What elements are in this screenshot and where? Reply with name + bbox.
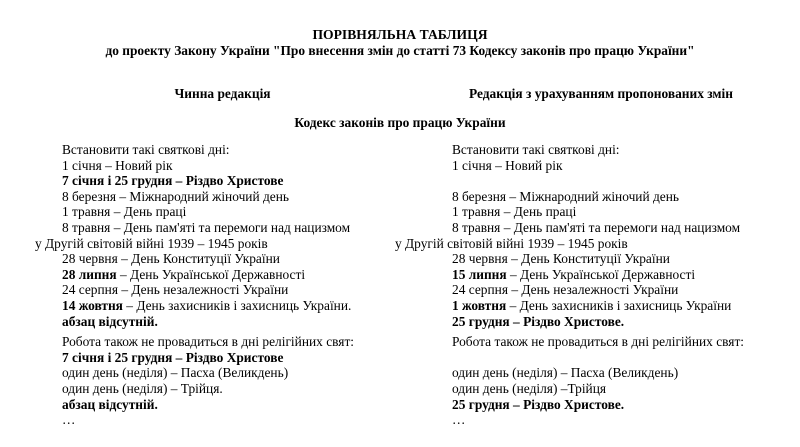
bold-text-segment: 7 січня і 25 грудня – Різдво Христове — [62, 349, 284, 365]
text-line — [35, 334, 360, 350]
text-line — [35, 350, 360, 366]
blank-line — [395, 350, 800, 366]
text-line — [35, 142, 360, 158]
text-line — [395, 236, 800, 252]
page-title: ПОРІВНЯЛЬНА ТАБЛИЦЯ — [312, 27, 488, 42]
text-segment: один день (неділя) – Пасха (Великдень) — [62, 365, 289, 381]
text-line — [395, 397, 800, 413]
column-header-current: Чинна редакція — [174, 86, 271, 101]
text-line — [395, 412, 800, 428]
column-proposed-lines — [360, 142, 800, 428]
page-subtitle: до проекту Закону України "Про внесення змін до статті 73 Кодексу законів про працю України" — [105, 43, 695, 58]
text-line — [395, 381, 800, 397]
text-segment: – День захисників і захисниць України. — [122, 297, 352, 313]
text-segment: Робота також не провадиться в дні релігійних свят: — [452, 334, 745, 350]
text-line — [35, 158, 360, 174]
text-segment: 1 травня – День праці — [452, 204, 577, 220]
text-segment: 8 березня – Міжнародний жіночий день — [62, 188, 290, 204]
text-line — [35, 381, 360, 397]
text-line — [35, 204, 360, 220]
bold-text-segment: абзац відсутній. — [62, 396, 158, 412]
bold-text-segment: 25 грудня – Різдво Христове. — [452, 396, 625, 412]
text-line — [395, 142, 800, 158]
text-line — [395, 298, 800, 314]
text-segment: … — [62, 412, 76, 428]
text-line — [395, 334, 800, 350]
text-line — [35, 314, 360, 330]
text-segment: – День Української Державності — [506, 266, 696, 282]
text-segment: у Другій світовій війні 1939 – 1945 років — [395, 235, 628, 251]
text-line — [395, 204, 800, 220]
text-segment: один день (неділя) –Трійця — [452, 380, 607, 396]
bold-text-segment: 15 липня — [452, 266, 507, 282]
text-segment: 28 червня – День Конституції України — [62, 251, 280, 267]
text-segment: 1 травня – День праці — [62, 204, 187, 220]
text-segment: 8 травня – День пам'яті та перемоги над нацизмом — [62, 219, 351, 235]
text-line — [35, 412, 360, 428]
bold-text-segment: абзац відсутній. — [62, 313, 158, 329]
column-headers-row — [0, 86, 800, 102]
text-line — [35, 220, 360, 236]
blank-line — [395, 173, 800, 189]
text-segment: 1 січня – Новий рік — [62, 157, 173, 173]
bold-text-segment: 1 жовтня — [452, 297, 507, 313]
text-line — [395, 158, 800, 174]
column-current-lines — [0, 142, 360, 428]
text-line — [395, 282, 800, 298]
text-line — [35, 282, 360, 298]
bold-text-segment: 28 липня — [62, 266, 117, 282]
text-line — [395, 220, 800, 236]
text-segment: – День захисників і захисниць України — [506, 297, 732, 313]
text-segment: один день (неділя) – Пасха (Великдень) — [452, 365, 679, 381]
text-line — [395, 251, 800, 267]
text-segment: … — [452, 412, 466, 428]
text-segment: Робота також не провадиться в дні релігійних свят: — [62, 334, 355, 350]
text-line — [35, 298, 360, 314]
text-segment: – День Української Державності — [116, 266, 306, 282]
text-line — [35, 267, 360, 283]
section-title: Кодекс законів про працю України — [294, 115, 506, 130]
bold-text-segment: 25 грудня – Різдво Христове. — [452, 313, 625, 329]
text-line — [395, 267, 800, 283]
text-segment: 24 серпня – День незалежності України — [452, 282, 679, 298]
text-line — [35, 397, 360, 413]
text-line — [35, 173, 360, 189]
comparison-body — [0, 142, 800, 428]
text-segment: 28 червня – День Конституції України — [452, 251, 670, 267]
text-segment: 8 березня – Міжнародний жіночий день — [452, 188, 680, 204]
text-line — [35, 365, 360, 381]
text-segment: 1 січня – Новий рік — [452, 157, 563, 173]
text-segment: 8 травня – День пам'яті та перемоги над нацизмом — [452, 219, 741, 235]
text-segment: 24 серпня – День незалежності України — [62, 282, 289, 298]
text-line — [35, 236, 360, 252]
text-segment: Встановити такі святкові дні: — [62, 142, 230, 157]
text-segment: у Другій світовій війні 1939 – 1945 років — [35, 235, 268, 251]
column-header-proposed: Редакція з урахуванням пропонованих змін — [469, 86, 733, 101]
bold-text-segment: 7 січня і 25 грудня – Різдво Христове — [62, 173, 284, 189]
text-line — [395, 314, 800, 330]
bold-text-segment: 14 жовтня — [62, 297, 123, 313]
text-segment: Встановити такі святкові дні: — [452, 142, 620, 157]
text-line — [395, 365, 800, 381]
text-line — [395, 189, 800, 205]
text-segment: один день (неділя) – Трійця. — [62, 380, 223, 396]
text-line — [35, 189, 360, 205]
text-line — [35, 251, 360, 267]
